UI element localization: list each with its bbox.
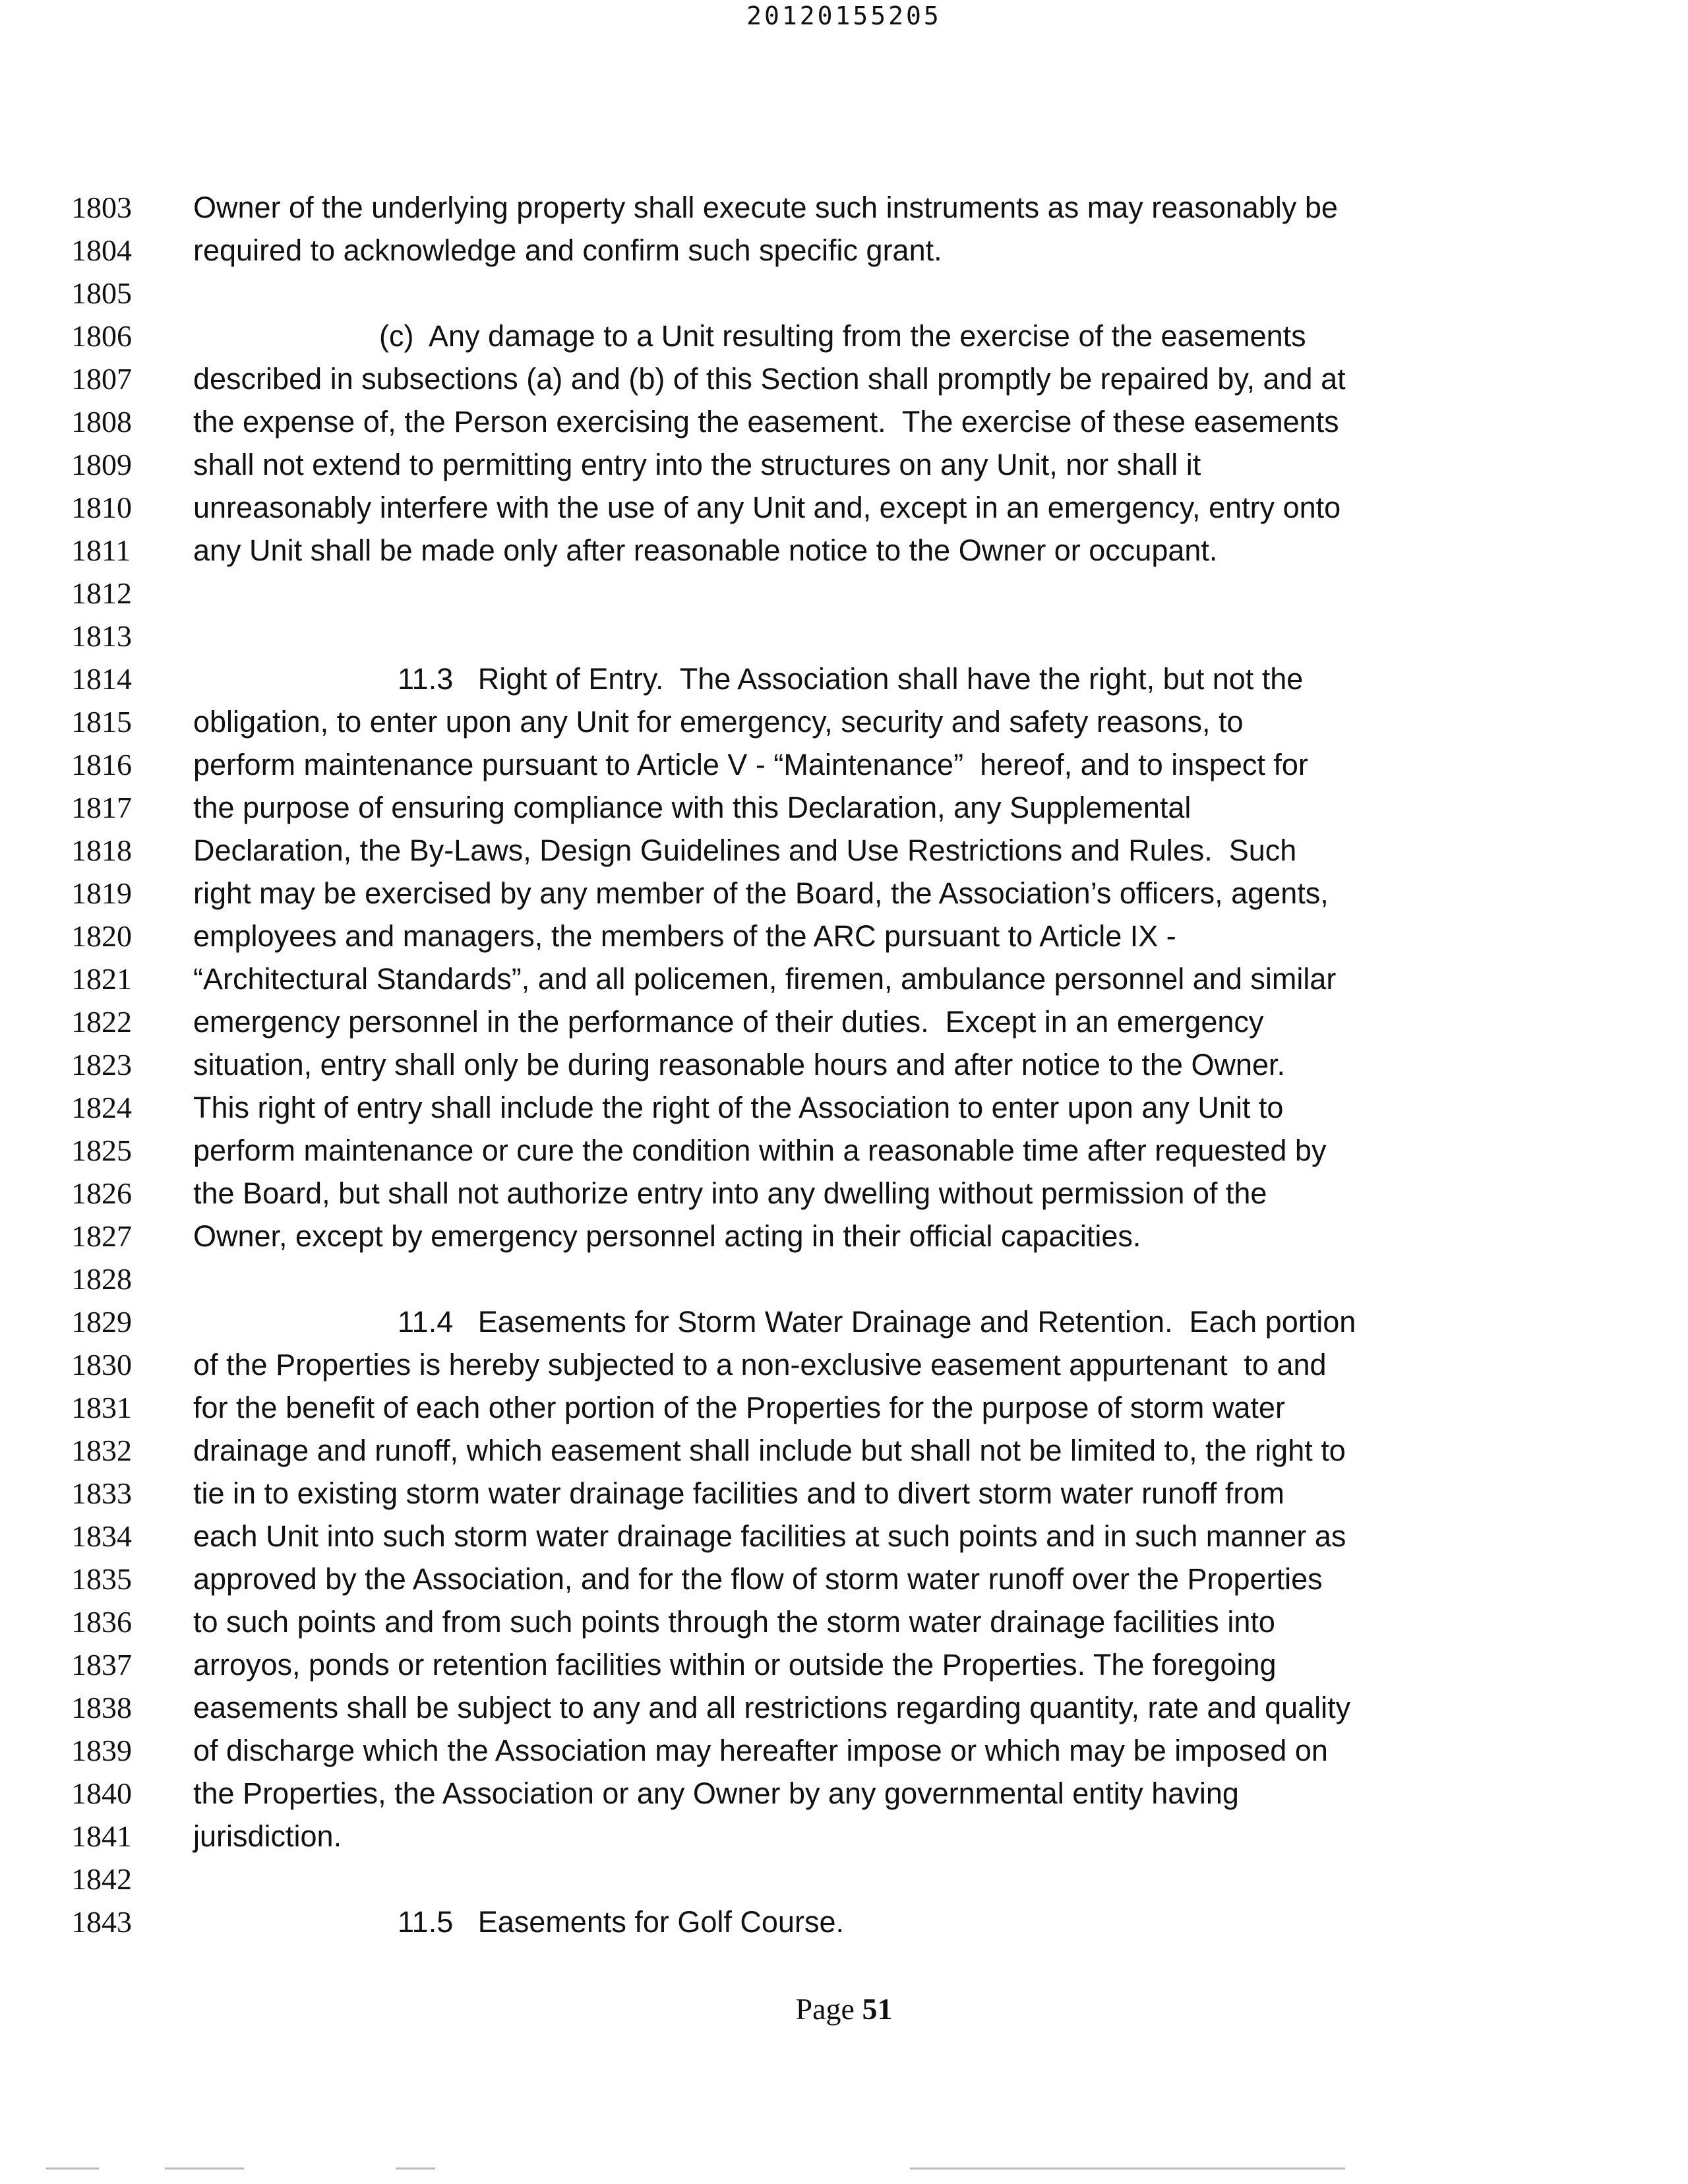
document-line	[0, 1343, 1688, 1386]
section-heading: 11.4 Easements for Storm Water Drainage and Retention.	[398, 1305, 1173, 1339]
line-text: the purpose of ensuring compliance with this Declaration, any Supplemental	[193, 791, 1191, 824]
line-text: required to acknowledge and confirm such specific grant.	[193, 233, 942, 267]
line-text: Owner, except by emergency personnel acting in their official capacities.	[193, 1219, 1141, 1253]
line-number: 1803	[71, 191, 132, 224]
document-line	[0, 1815, 1688, 1858]
line-number: 1829	[71, 1305, 132, 1339]
page-footer	[0, 1991, 1688, 2026]
document-line	[0, 1000, 1688, 1043]
document-line	[0, 657, 1688, 700]
document-line	[0, 1686, 1688, 1729]
section-heading: 11.3 Right of Entry.	[398, 662, 664, 696]
document-line	[0, 1558, 1688, 1600]
line-text: shall not extend to permitting entry into the structures on any Unit, nor shall it	[193, 448, 1201, 481]
document-line	[0, 272, 1688, 315]
line-number: 1837	[71, 1648, 132, 1682]
line-number: 1814	[71, 662, 132, 696]
scan-artifact	[46, 2168, 99, 2169]
document-line	[0, 229, 1688, 272]
line-text: situation, entry shall only be during reasonable hours and after notice to the Owner.	[193, 1048, 1286, 1081]
document-line	[0, 529, 1688, 572]
line-number: 1810	[71, 491, 132, 524]
document-line	[0, 1600, 1688, 1643]
line-number: 1834	[71, 1519, 132, 1553]
line-number: 1823	[71, 1048, 132, 1081]
document-line	[0, 1772, 1688, 1815]
scan-artifact	[910, 2168, 1345, 2169]
line-number: 1843	[71, 1905, 132, 1939]
line-number: 1818	[71, 834, 132, 867]
line-number: 1836	[71, 1605, 132, 1639]
line-number: 1842	[71, 1862, 132, 1896]
line-number: 1807	[71, 362, 132, 396]
numbered-lines	[0, 186, 1688, 1943]
document-line	[0, 1129, 1688, 1172]
section-heading: 11.5 Easements for Golf Course.	[398, 1905, 844, 1939]
line-number: 1811	[71, 533, 131, 567]
document-line	[0, 829, 1688, 872]
document-line	[0, 572, 1688, 615]
document-line	[0, 1729, 1688, 1772]
scan-artifact	[165, 2168, 244, 2169]
line-number: 1835	[71, 1562, 132, 1596]
line-number: 1830	[71, 1348, 132, 1381]
document-line	[0, 1043, 1688, 1086]
line-text: This right of entry shall include the right of the Association to enter upon any Unit to	[193, 1091, 1284, 1124]
line-text: arroyos, ponds or retention facilities within or outside the Properties. The foregoing	[193, 1648, 1277, 1682]
line-number: 1812	[71, 576, 132, 610]
document-line	[0, 1300, 1688, 1343]
line-number: 1828	[71, 1262, 132, 1296]
line-number: 1815	[71, 705, 132, 739]
document-line	[0, 1258, 1688, 1300]
line-number: 1819	[71, 876, 132, 910]
line-text: right may be exercised by any member of the Board, the Association’s officers, agents,	[193, 876, 1329, 910]
scan-artifact	[396, 2168, 435, 2169]
document-line	[0, 957, 1688, 1000]
line-number: 1822	[71, 1005, 132, 1039]
section-lead-text: Each portion	[1172, 1305, 1356, 1339]
line-text: (c) Any damage to a Unit resulting from the exercise of the easements	[379, 319, 1306, 353]
document-line	[0, 1515, 1688, 1558]
line-text	[193, 657, 1471, 700]
line-number: 1841	[71, 1819, 132, 1853]
line-text: perform maintenance pursuant to Article V - “Maintenance” hereof, and to inspect for	[193, 748, 1308, 781]
line-number: 1806	[71, 319, 132, 353]
document-line	[0, 1215, 1688, 1258]
line-text: easements shall be subject to any and all restrictions regarding quantity, rate and quality	[193, 1691, 1351, 1724]
line-number: 1839	[71, 1734, 132, 1767]
line-text: emergency personnel in the performance of their duties. Except in an emergency	[193, 1005, 1264, 1039]
line-number: 1808	[71, 405, 132, 439]
line-number: 1816	[71, 748, 132, 781]
document-line	[0, 1858, 1688, 1900]
document-line	[0, 1472, 1688, 1515]
line-number: 1833	[71, 1476, 132, 1510]
document-line	[0, 700, 1688, 743]
document-line	[0, 186, 1688, 229]
document-line	[0, 1172, 1688, 1215]
line-text: employees and managers, the members of the ARC pursuant to Article IX -	[193, 919, 1176, 953]
line-text: Owner of the underlying property shall execute such instruments as may reasonably be	[193, 191, 1338, 224]
page-label: Page	[795, 1992, 855, 2026]
line-number: 1821	[71, 962, 132, 996]
line-text: drainage and runoff, which easement shall include but shall not be limited to, the right to	[193, 1434, 1346, 1467]
document-line	[0, 872, 1688, 915]
line-text: for the benefit of each other portion of the Properties for the purpose of storm water	[193, 1391, 1285, 1424]
document-line	[0, 486, 1688, 529]
line-text: of the Properties is hereby subjected to a non-exclusive easement appurtenant to and	[193, 1348, 1327, 1381]
line-number: 1840	[71, 1776, 132, 1810]
line-text: the expense of, the Person exercising the easement. The exercise of these easements	[193, 405, 1339, 439]
section-lead-text: The Association shall have the right, but not the	[663, 662, 1304, 696]
line-number: 1831	[71, 1391, 132, 1424]
line-text: any Unit shall be made only after reasonable notice to the Owner or occupant.	[193, 533, 1218, 567]
document-line	[0, 1086, 1688, 1129]
line-number: 1817	[71, 791, 132, 824]
document-line	[0, 1900, 1688, 1943]
document-line	[0, 1429, 1688, 1472]
line-text: the Board, but shall not authorize entry into any dwelling without permission of the	[193, 1176, 1267, 1210]
line-number: 1804	[71, 233, 132, 267]
line-text: Declaration, the By-Laws, Design Guidelines and Use Restrictions and Rules. Such	[193, 834, 1297, 867]
line-text: jurisdiction.	[193, 1819, 342, 1853]
line-text: approved by the Association, and for the flow of storm water runoff over the Properties	[193, 1562, 1323, 1596]
line-text: described in subsections (a) and (b) of this Section shall promptly be repaired by, and at	[193, 362, 1346, 396]
line-number: 1832	[71, 1434, 132, 1467]
document-line	[0, 1386, 1688, 1429]
document-line	[0, 400, 1688, 443]
document-number: 20120155205	[746, 1, 942, 30]
line-text: each Unit into such storm water drainage facilities at such points and in such manner as	[193, 1519, 1346, 1553]
line-text: of discharge which the Association may hereafter impose or which may be imposed on	[193, 1734, 1328, 1767]
line-number: 1826	[71, 1176, 132, 1210]
line-text: “Architectural Standards”, and all policemen, firemen, ambulance personnel and similar	[193, 962, 1337, 996]
document-line	[0, 915, 1688, 957]
document-line	[0, 1643, 1688, 1686]
line-text: the Properties, the Association or any Owner by any governmental entity having	[193, 1776, 1239, 1810]
document-line	[0, 615, 1688, 657]
line-number: 1827	[71, 1219, 132, 1253]
document-line	[0, 315, 1688, 357]
line-number: 1805	[71, 276, 132, 310]
line-number: 1825	[71, 1134, 132, 1167]
line-text	[193, 1900, 1471, 1943]
document-line	[0, 443, 1688, 486]
line-number: 1824	[71, 1091, 132, 1124]
line-text	[193, 1300, 1471, 1343]
line-number: 1820	[71, 919, 132, 953]
line-text: tie in to existing storm water drainage facilities and to divert storm water runoff from	[193, 1476, 1284, 1510]
line-text: obligation, to enter upon any Unit for emergency, security and safety reasons, to	[193, 705, 1244, 739]
document-line	[0, 357, 1688, 400]
line-text: to such points and from such points through the storm water drainage facilities into	[193, 1605, 1275, 1639]
line-text: perform maintenance or cure the condition within a reasonable time after requested by	[193, 1134, 1327, 1167]
document-line	[0, 786, 1688, 829]
page-number: 51	[862, 1992, 893, 2026]
line-number: 1809	[71, 448, 132, 481]
line-number: 1813	[71, 619, 132, 653]
line-text: unreasonably interfere with the use of any Unit and, except in an emergency, entry onto	[193, 491, 1341, 524]
line-number: 1838	[71, 1691, 132, 1724]
document-line	[0, 743, 1688, 786]
